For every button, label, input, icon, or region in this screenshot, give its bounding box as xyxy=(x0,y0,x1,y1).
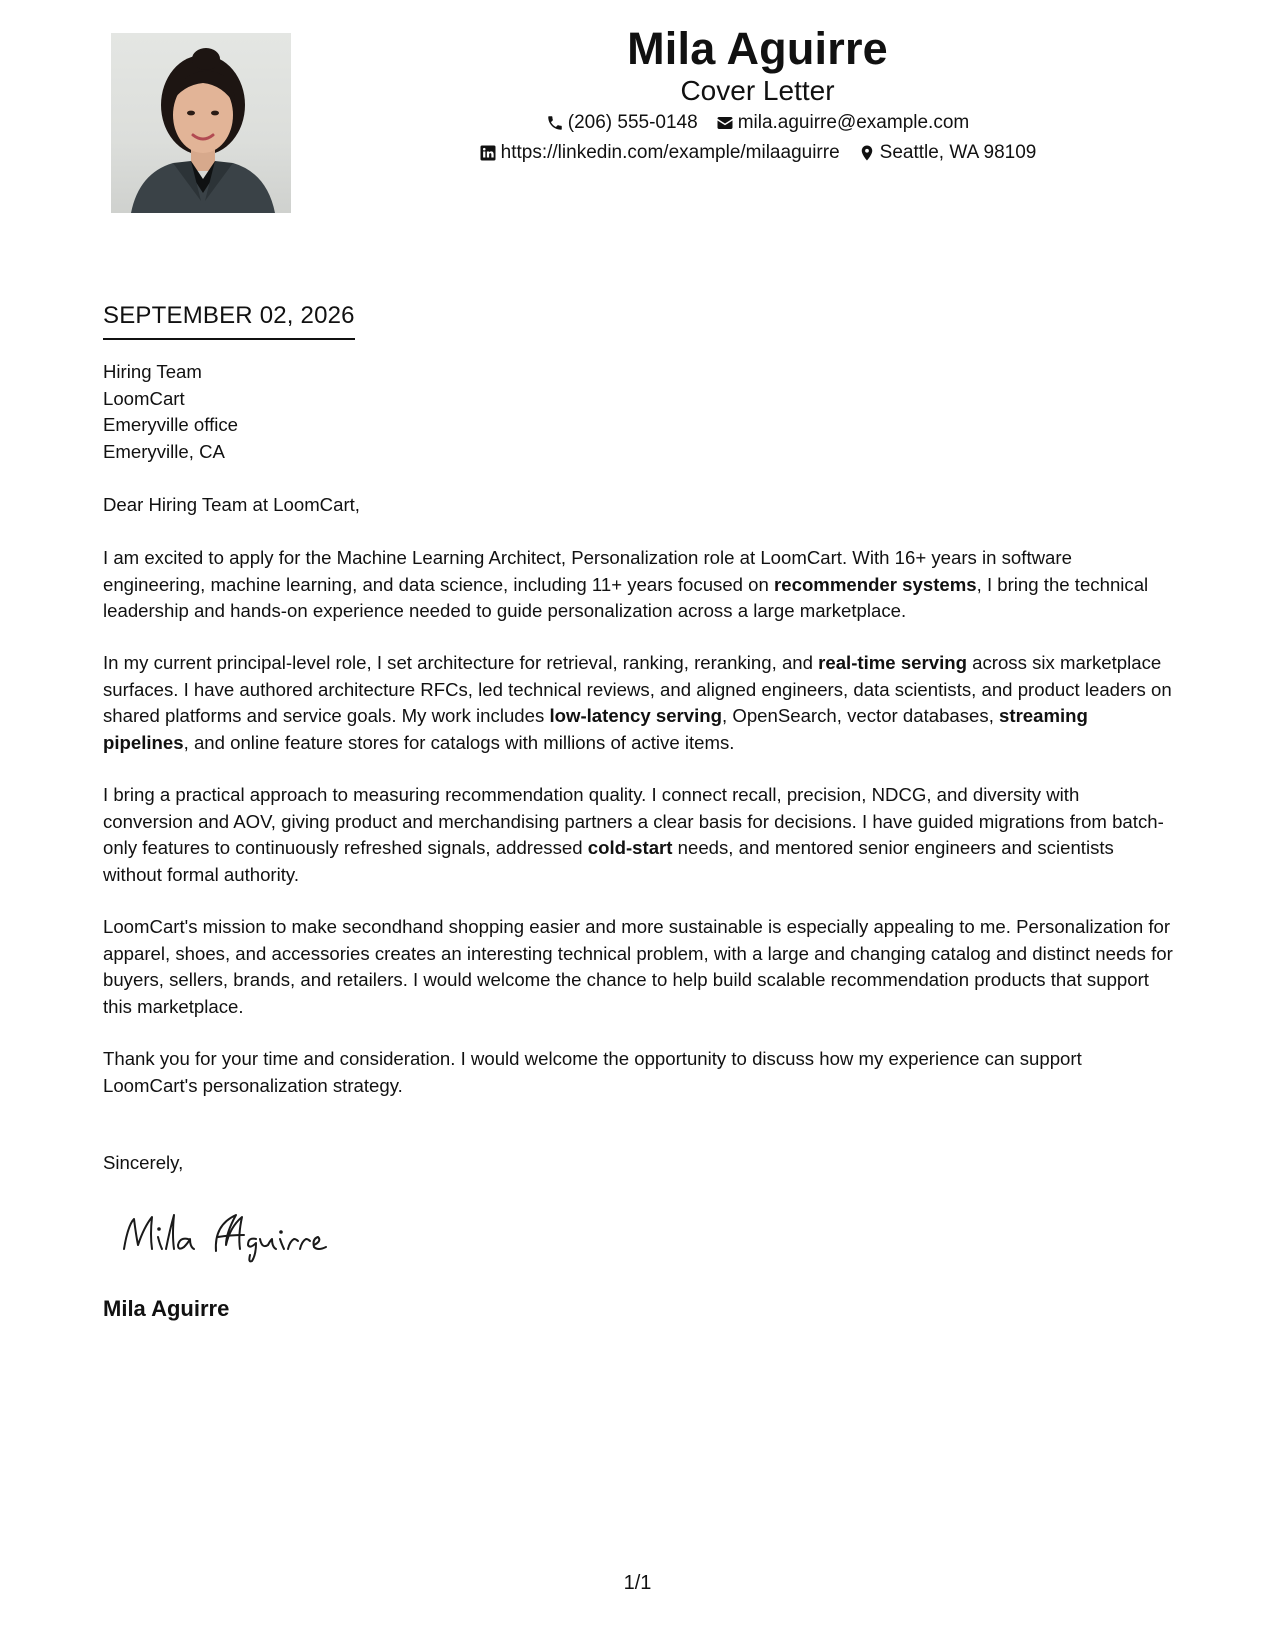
location-text: Seattle, WA 98109 xyxy=(879,142,1037,163)
body-paragraph-5 xyxy=(103,1046,1173,1099)
contact-row-1 xyxy=(300,108,1215,138)
bold-keyword: cold-start xyxy=(587,837,673,858)
letter-date: SEPTEMBER 02, 2026 xyxy=(103,300,355,340)
applicant-name: Mila Aguirre xyxy=(627,23,888,74)
contact-linkedin xyxy=(479,138,840,168)
text-run: In my current principal-level role, I set architecture for retrieval, ranking, reranking, and xyxy=(103,652,819,673)
contact-location xyxy=(858,138,1037,168)
text-run: I am excited to apply for the Machine Learning Architect, Personalization role at LoomCart. With 16+ years in software engineering, machine learning, and data science, including 11+ years focused on xyxy=(103,547,1072,595)
bold-keyword: recommender systems xyxy=(774,573,977,595)
email-link[interactable]: mila.aguirre@example.com xyxy=(737,112,970,133)
body-paragraph-1 xyxy=(103,545,1173,625)
contact-row-2 xyxy=(300,138,1215,168)
recipient-line: Hiring Team xyxy=(103,361,202,382)
body-paragraph-3 xyxy=(103,782,1173,888)
recipient-line: Emeryville office xyxy=(103,414,239,435)
text-run: needs, and mentored senior engineers and scientists without formal authority. xyxy=(103,837,1114,885)
handwritten-signature xyxy=(118,1205,358,1265)
text-run: , OpenSearch, vector databases, xyxy=(722,705,1000,726)
envelope-icon xyxy=(716,114,734,132)
bold-keyword: real-time serving xyxy=(818,652,967,673)
text-run: , I bring the technical leadership and hands-on experience needed to guide personalization across a large marketplace. xyxy=(103,573,1149,621)
signed-name: Mila Aguirre xyxy=(103,1296,230,1321)
contact-email xyxy=(716,108,970,138)
text-run: Thank you for your time and consideration. I would welcome the opportunity to discuss how my experience can support LoomCart's personalization strategy. xyxy=(103,1048,1082,1096)
page-number: 1/1 xyxy=(623,1572,652,1594)
body-paragraph-2 xyxy=(103,650,1173,756)
recipient-block xyxy=(103,359,1173,465)
bold-keyword: low-latency serving xyxy=(549,705,723,726)
map-pin-icon xyxy=(858,144,876,162)
recipient-line: Emeryville, CA xyxy=(103,440,225,462)
phone-icon xyxy=(546,114,564,132)
document-subtitle: Cover Letter xyxy=(680,75,835,106)
text-run: across six marketplace surfaces. I have authored architecture RFCs, led technical reviews, and aligned engineers, data scientists, and product leaders on shared platforms and service goals. My work includes xyxy=(103,652,1172,726)
profile-photo xyxy=(111,33,291,213)
letter-header xyxy=(300,22,1215,168)
bold-keyword: streaming pipelines xyxy=(103,705,1088,753)
recipient-line: LoomCart xyxy=(103,387,185,409)
phone-text: (206) 555-0148 xyxy=(567,112,698,133)
salutation: Dear Hiring Team at LoomCart, xyxy=(103,494,360,515)
contact-phone xyxy=(546,108,698,138)
text-run: LoomCart's mission to make secondhand shopping easier and more sustainable is especially appealing to me. Personalization for apparel, shoes, and accessories creates an interesting technical problem, with a large and changing catalog and distinct needs for buyers, sellers, brands, and retailers. I would welcome the chance to help build scalable recommendation products that support this marketplace. xyxy=(103,916,1173,1017)
linkedin-icon xyxy=(479,144,497,162)
closing: Sincerely, xyxy=(103,1152,184,1173)
text-run: I bring a practical approach to measuring recommendation quality. I connect recall, precision, NDCG, and diversity with conversion and AOV, giving product and merchandising partners a clear basis for decisions. I have guided migrations from batch-only features to continuously refreshed signals, addressed xyxy=(103,784,1164,858)
linkedin-link[interactable]: https://linkedin.com/example/milaaguirre xyxy=(500,142,840,163)
body-paragraph-4 xyxy=(103,914,1173,1020)
text-run: , and online feature stores for catalogs with millions of active items. xyxy=(183,731,735,753)
